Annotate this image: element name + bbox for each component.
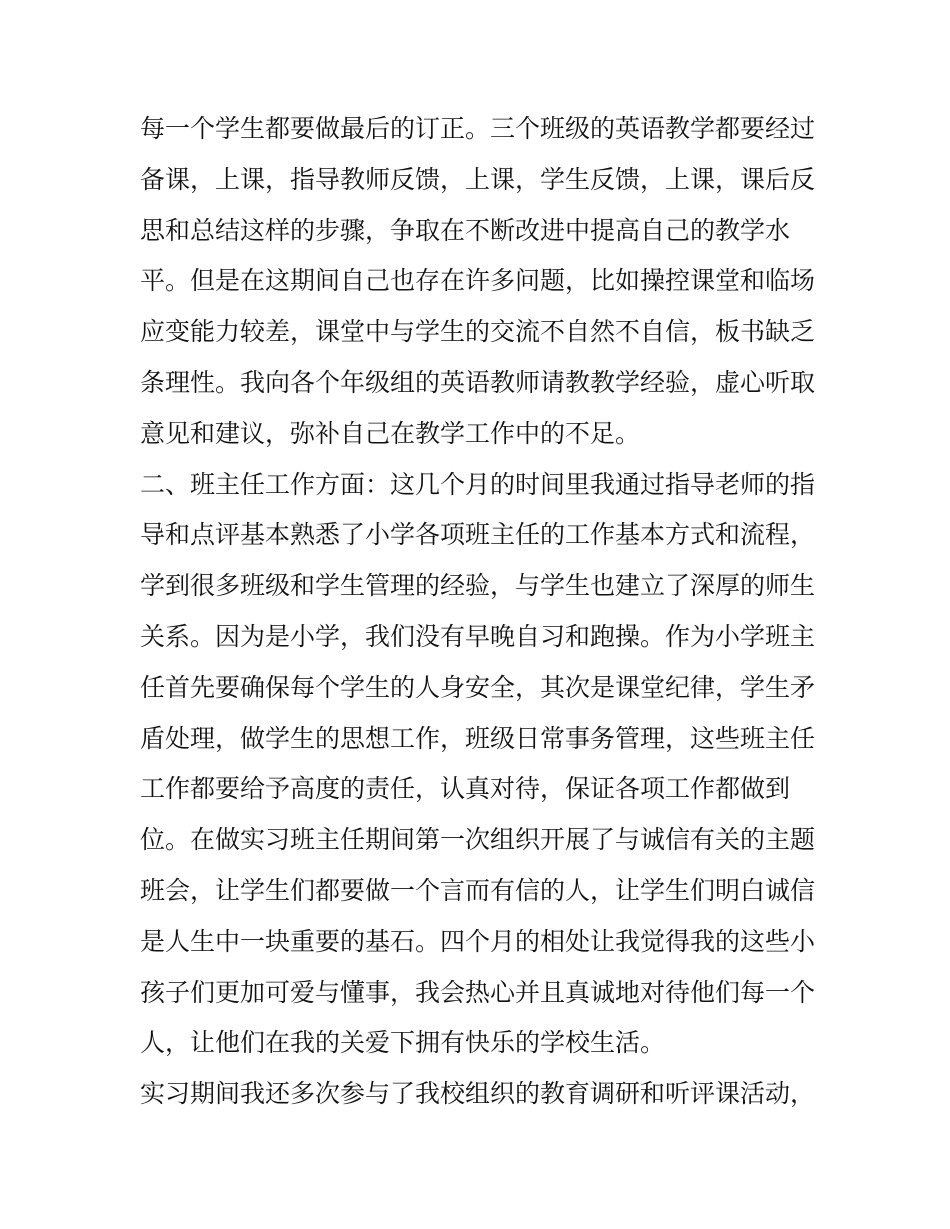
text-line: 班会，让学生们都要做一个言而有信的人，让学生们明白诚信	[140, 875, 816, 905]
text-line: 备课，上课，指导教师反馈，上课，学生反馈，上课，课后反	[140, 164, 816, 194]
text-line: 意见和建议，弥补自己在教学工作中的不足。	[140, 418, 641, 448]
text-line: 每一个学生都要做最后的订正。三个班级的英语教学都要经过	[140, 114, 816, 143]
body-text	[140, 104, 820, 1120]
text-line: 工作都要给予高度的责任，认真对待，保证各项工作都做到	[140, 774, 791, 804]
text-line: 任首先要确保每个学生的人身安全，其次是课堂纪律，学生矛	[140, 672, 816, 702]
text-line: 实习期间我还多次参与了我校组织的教育调研和听评课活动，	[140, 1079, 816, 1109]
text-line: 应变能力较差，课堂中与学生的交流不自然不自信，板书缺乏	[140, 317, 816, 347]
text-line: 盾处理，做学生的思想工作，班级日常事务管理，这些班主任	[140, 723, 816, 753]
text-line: 位。在做实习班主任期间第一次组织开展了与诚信有关的主题	[140, 825, 816, 855]
text-line: 导和点评基本熟悉了小学各项班主任的工作基本方式和流程，	[140, 520, 816, 550]
text-line: 条理性。我向各个年级组的英语教师请教教学经验，虚心听取	[140, 367, 816, 397]
text-line: 是人生中一块重要的基石。四个月的相处让我觉得我的这些小	[140, 926, 816, 956]
text-line: 思和总结这样的步骤，争取在不断改进中提高自己的教学水	[140, 215, 791, 245]
text-line: 孩子们更加可爱与懂事，我会热心并且真诚地对待他们每一个	[140, 977, 816, 1007]
text-line: 人，让他们在我的关爱下拥有快乐的学校生活。	[140, 1028, 666, 1058]
text-line: 关系。因为是小学，我们没有早晚自习和跑操。作为小学班主	[140, 621, 816, 651]
section-heading-line: 二、班主任工作方面：这几个月的时间里我通过指导老师的指	[140, 469, 816, 499]
text-line: 平。但是在这期间自己也存在许多问题，比如操控课堂和临场	[140, 266, 816, 296]
text-line: 学到很多班级和学生管理的经验，与学生也建立了深厚的师生	[140, 571, 816, 601]
